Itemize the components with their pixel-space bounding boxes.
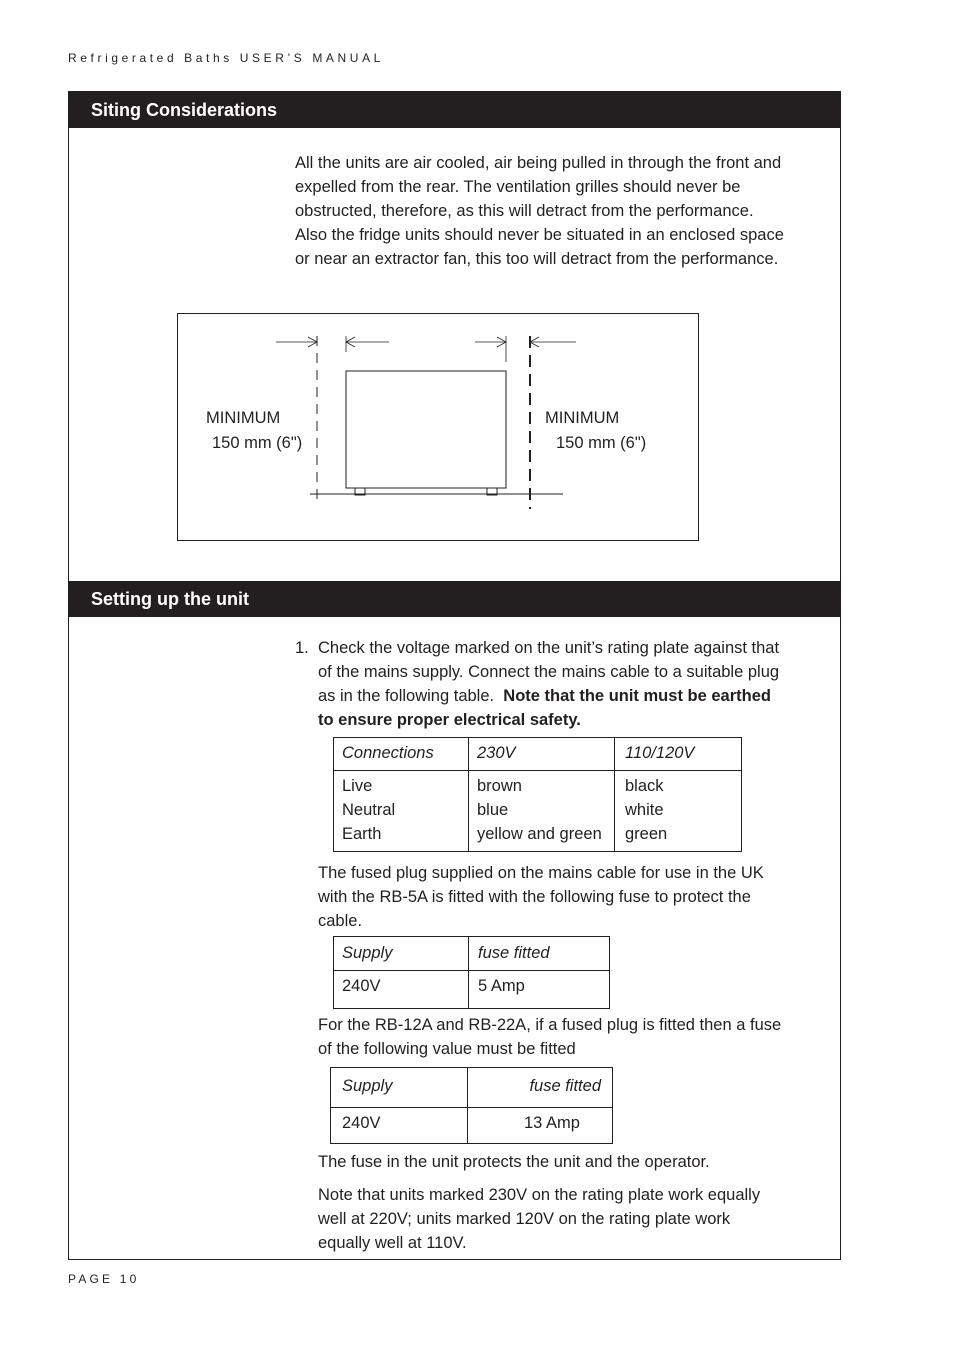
table-cell: 240V	[342, 977, 381, 995]
section-heading-setup: Setting up the unit	[69, 581, 840, 617]
section-heading-siting: Siting Considerations	[69, 92, 840, 128]
table-cell: black	[625, 777, 664, 795]
earth-warning-bold: Note that the unit must be earthed	[503, 687, 771, 705]
table-cell: white	[625, 801, 664, 819]
left-clearance-value: 150 mm (6")	[212, 434, 303, 452]
table-cell: blue	[477, 801, 509, 819]
table-cell: 13 Amp	[524, 1114, 580, 1132]
siting-line: or near an extractor fan, this too will detract from the performance.	[295, 250, 779, 268]
step1-line: Check the voltage marked on the unit’s rating plate against that	[318, 639, 780, 657]
table-rule	[468, 937, 469, 1008]
step1-line	[318, 708, 779, 732]
page-number: PAGE 10	[68, 1272, 140, 1286]
table-rule	[334, 970, 609, 971]
table-rule	[334, 770, 741, 771]
table-cell: yellow and green	[477, 825, 602, 843]
table-cell: brown	[477, 777, 522, 795]
running-header: Refrigerated Baths USER’S MANUAL	[68, 51, 384, 65]
siting-paragraph	[295, 151, 784, 271]
table-rule	[614, 738, 615, 851]
table-row-earth	[342, 825, 381, 844]
table-rule	[467, 1068, 468, 1143]
unit-outline	[346, 371, 506, 488]
table-row-neutral	[342, 801, 395, 820]
fuse-uk-line: The fused plug supplied on the mains cable for use in the UK	[318, 864, 764, 882]
connections-header-cell: 230V	[477, 744, 516, 762]
fuse-header-cell: fuse fitted	[529, 1077, 601, 1095]
table-rule	[331, 1107, 612, 1108]
table-cell: 240V	[342, 1114, 381, 1132]
left-minimum-label: MINIMUM	[206, 409, 281, 427]
connections-header-cell: 110/120V	[625, 744, 695, 762]
right-minimum-label: MINIMUM	[545, 409, 620, 427]
voltage-note-line: Note that units marked 230V on the rating plate work equally	[318, 1186, 761, 1204]
table-rule	[468, 738, 469, 851]
siting-line: All the units are air cooled, air being pulled in through the front and	[295, 154, 782, 172]
right-clearance-value: 150 mm (6")	[556, 434, 647, 452]
voltage-note-paragraph	[318, 1183, 760, 1255]
manual-page-frame	[68, 91, 841, 1260]
fuse-header-cell: Supply	[342, 944, 393, 962]
fuse-uk-paragraph	[318, 861, 764, 933]
table-cell: Live	[342, 777, 373, 795]
earth-warning-bold: to ensure proper electrical safety.	[318, 711, 581, 729]
fuse-rb-paragraph	[318, 1013, 781, 1061]
voltage-note-line: equally well at 110V.	[318, 1234, 467, 1252]
step-number: 1.	[295, 639, 309, 657]
table-cell: 5 Amp	[478, 977, 525, 995]
fuse-table-rb12a-rb22a	[330, 1067, 613, 1144]
connections-table	[333, 737, 742, 852]
step1-text	[318, 636, 779, 732]
fuse-uk-line: cable.	[318, 912, 363, 930]
fuse-header-cell: fuse fitted	[478, 944, 550, 962]
connections-header-cell: Connections	[342, 744, 434, 762]
step1-line: of the mains supply. Connect the mains cable to a suitable plug	[318, 663, 780, 681]
table-cell: green	[625, 825, 668, 843]
table-cell: Neutral	[342, 801, 396, 819]
siting-line: obstructed, therefore, as this will detract from the performance.	[295, 202, 754, 220]
step1-normal-text: as in the following table.	[318, 687, 504, 705]
voltage-note-line: well at 220V; units marked 120V on the rating plate work	[318, 1210, 731, 1228]
siting-line: expelled from the rear. The ventilation grilles should never be	[295, 178, 741, 196]
table-row-live	[342, 777, 372, 796]
fuse-table-rb5a	[333, 936, 610, 1009]
fuse-unit-text: The fuse in the unit protects the unit and the operator.	[318, 1153, 710, 1171]
clearance-diagram	[177, 313, 699, 541]
fuse-uk-line: with the RB-5A is fitted with the following fuse to protect the	[318, 888, 751, 906]
siting-line: Also the fridge units should never be situated in an enclosed space	[295, 226, 784, 244]
fuse-rb-line: of the following value must be fitted	[318, 1040, 576, 1058]
fuse-rb-line: For the RB-12A and RB-22A, if a fused plug is fitted then a fuse	[318, 1016, 782, 1034]
table-cell: Earth	[342, 825, 382, 843]
fuse-header-cell: Supply	[342, 1077, 393, 1095]
step1-line	[318, 684, 779, 708]
